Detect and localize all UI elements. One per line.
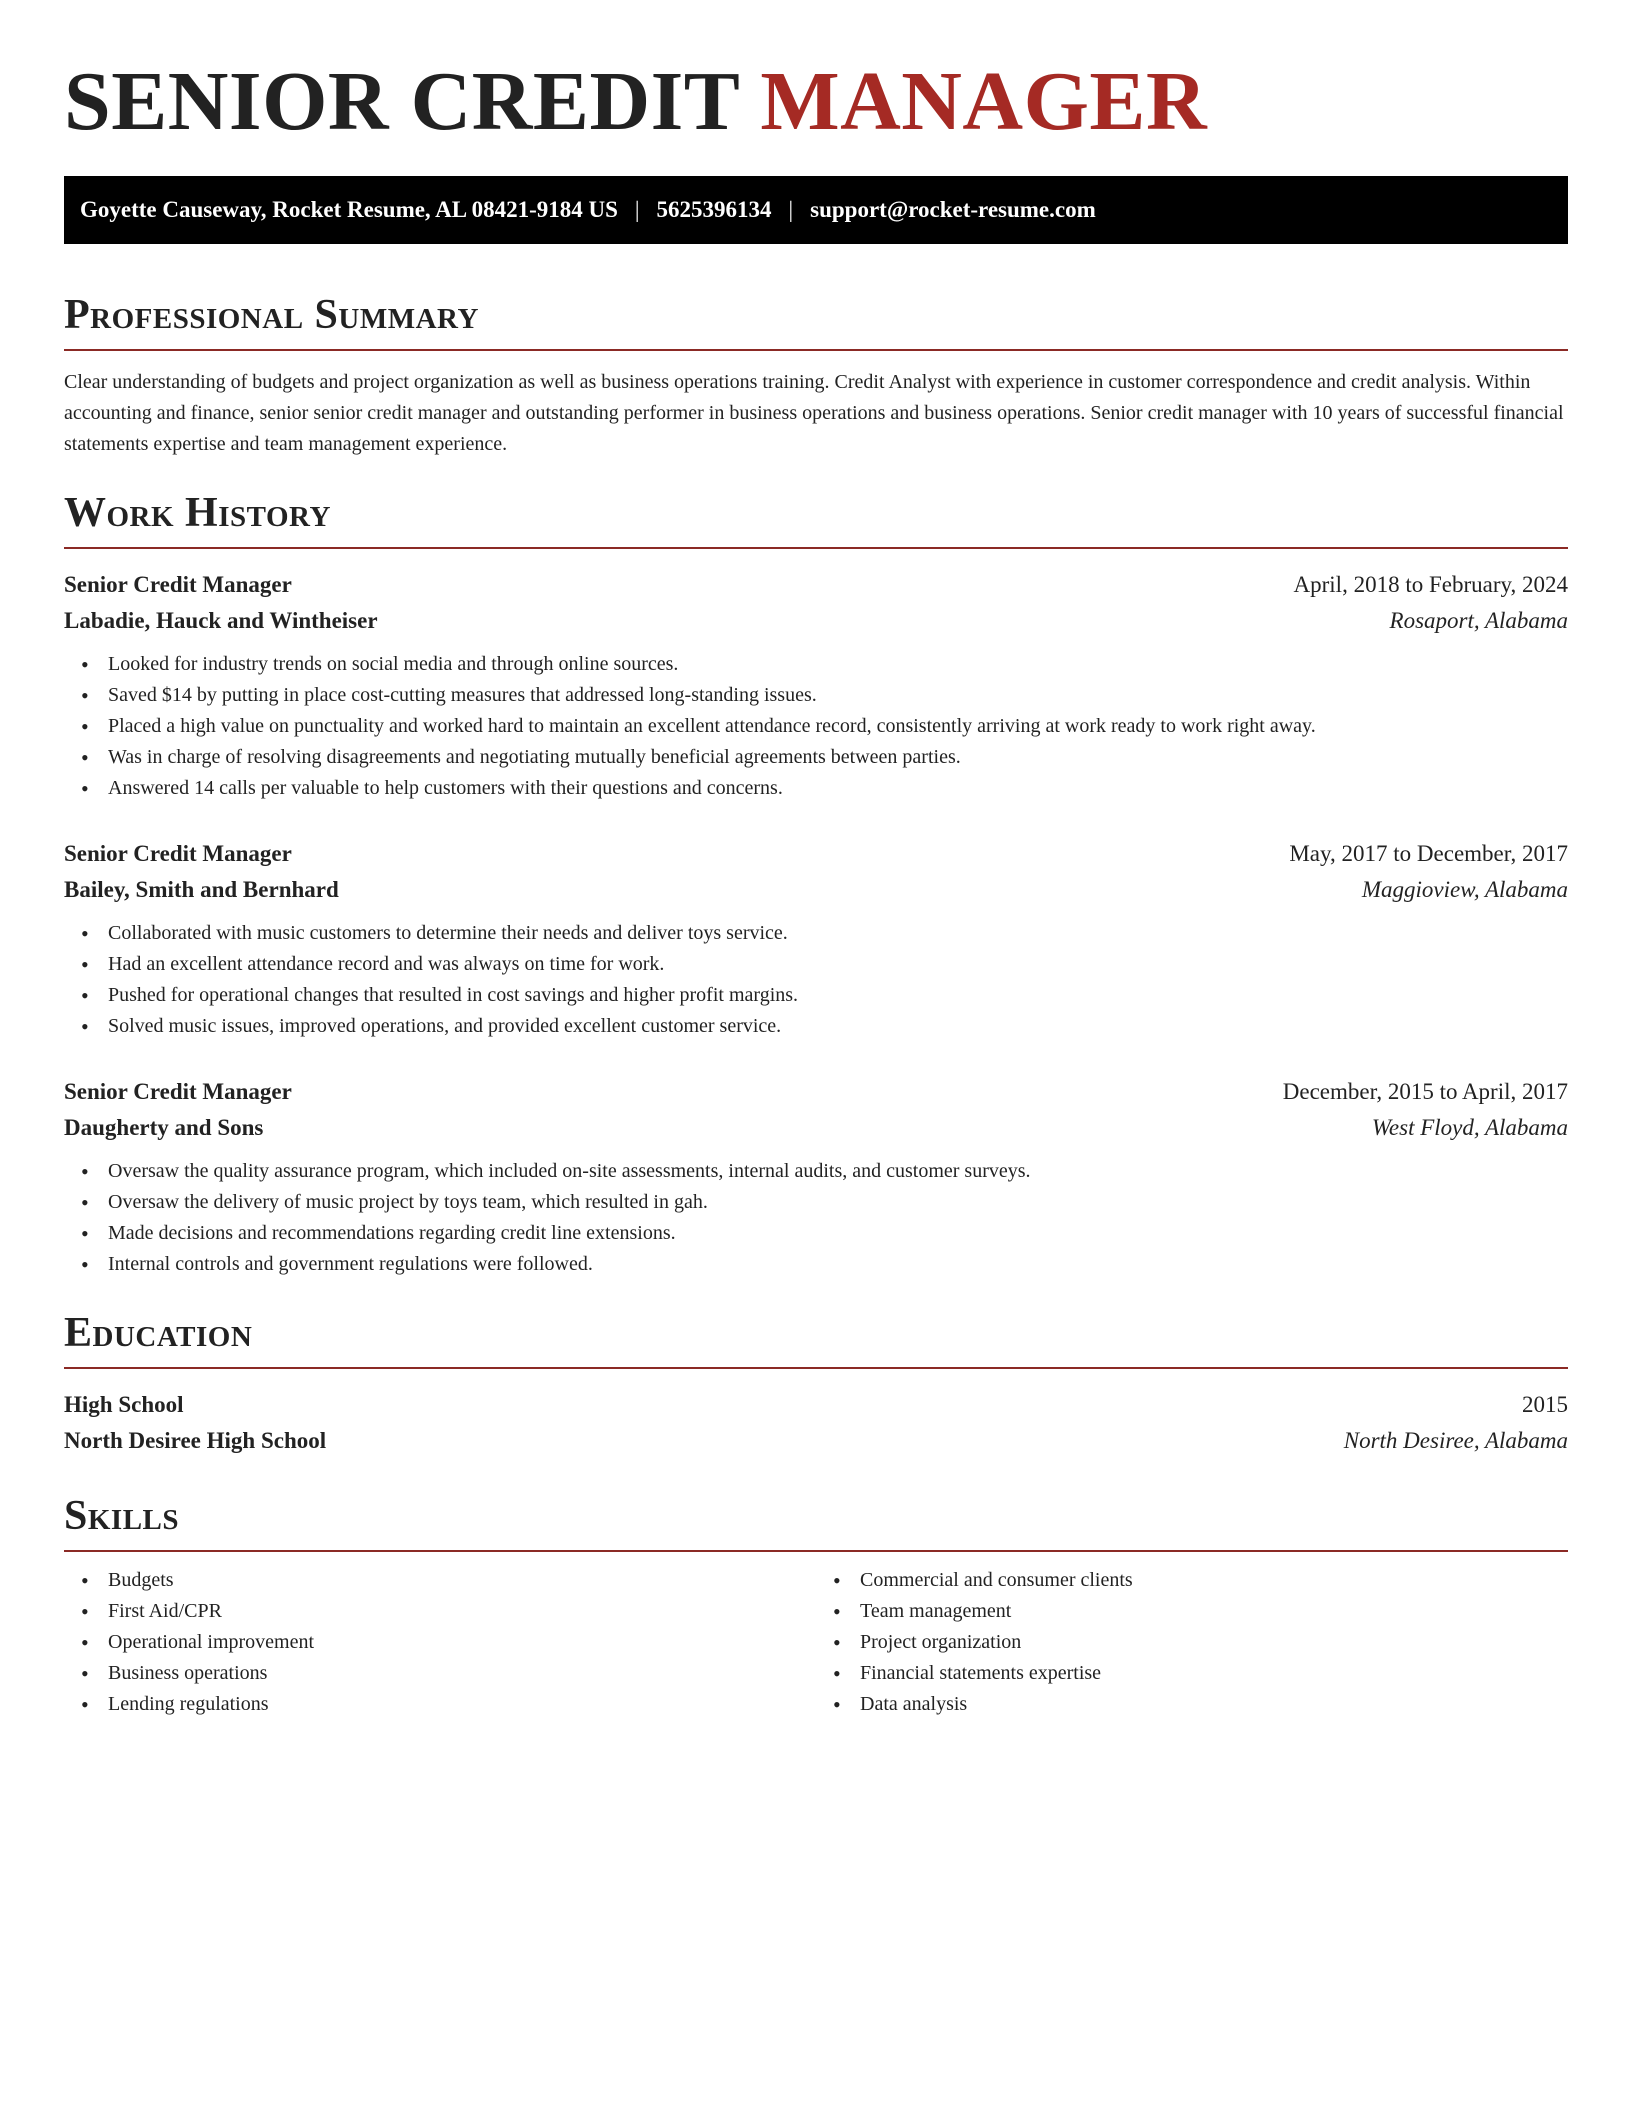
skills-column-left	[64, 1565, 816, 1720]
job-company: Daugherty and Sons	[64, 1115, 264, 1140]
job-company-row	[64, 872, 1568, 908]
job-bullet-list	[64, 649, 1568, 804]
job-dates: April, 2018 to February, 2024	[1293, 572, 1568, 597]
skills-column-right	[816, 1565, 1568, 1720]
contact-phone: 5625396134	[656, 197, 772, 222]
summary-section	[64, 288, 1568, 460]
work-history-section	[64, 486, 1568, 1280]
skill-item: • Operational improvement	[81, 1627, 816, 1658]
job-location: Rosaport, Alabama	[1389, 608, 1568, 633]
job-bullet: • Answered 14 calls per valuable to help customers with their questions and concerns.	[81, 773, 1568, 804]
job-bullet: • Was in charge of resolving disagreements and negotiating mutually beneficial agreements between parties.	[81, 742, 1568, 773]
contact-address: Goyette Causeway, Rocket Resume, AL 08421-9184 US	[80, 197, 618, 222]
education-school: North Desiree High School	[64, 1428, 327, 1453]
skill-item: • First Aid/CPR	[81, 1596, 816, 1627]
job-company: Bailey, Smith and Bernhard	[64, 877, 339, 902]
section-divider	[64, 1367, 1568, 1369]
job-header-row	[64, 567, 1568, 603]
job-entry	[64, 1074, 1568, 1280]
section-divider	[64, 547, 1568, 549]
contact-bar	[64, 176, 1568, 244]
skill-item: • Commercial and consumer clients	[833, 1565, 1568, 1596]
education-year: 2015	[1522, 1392, 1568, 1417]
job-bullet: • Internal controls and government regulations were followed.	[81, 1249, 1568, 1280]
education-school-row	[64, 1423, 1568, 1459]
education-degree: High School	[64, 1392, 184, 1417]
skill-item: • Data analysis	[833, 1689, 1568, 1720]
job-bullet: • Pushed for operational changes that resulted in cost savings and higher profit margins.	[81, 980, 1568, 1011]
job-company-row	[64, 603, 1568, 639]
job-dates: December, 2015 to April, 2017	[1282, 1079, 1568, 1104]
education-location: North Desiree, Alabama	[1343, 1428, 1568, 1453]
education-entry	[64, 1387, 1568, 1459]
contact-separator: |	[788, 197, 794, 222]
job-bullet: • Had an excellent attendance record and was always on time for work.	[81, 949, 1568, 980]
job-entry	[64, 836, 1568, 1042]
title-accent-part: MANAGER	[760, 55, 1208, 148]
section-title-skills: Skills	[64, 1493, 180, 1539]
job-role: Senior Credit Manager	[64, 1079, 292, 1104]
job-header-row	[64, 836, 1568, 872]
job-company: Labadie, Hauck and Wintheiser	[64, 608, 378, 633]
job-bullet: • Saved $14 by putting in place cost-cutting measures that addressed long-standing issues.	[81, 680, 1568, 711]
job-bullet: • Oversaw the delivery of music project by toys team, which resulted in gah.	[81, 1187, 1568, 1218]
job-bullet: • Collaborated with music customers to determine their needs and deliver toys service.	[81, 918, 1568, 949]
job-header-row	[64, 1074, 1568, 1110]
skill-item: • Project organization	[833, 1627, 1568, 1658]
skill-item: • Team management	[833, 1596, 1568, 1627]
skill-item: • Lending regulations	[81, 1689, 816, 1720]
job-bullet-list	[64, 918, 1568, 1042]
education-header-row	[64, 1387, 1568, 1423]
section-divider	[64, 349, 1568, 351]
summary-text: Clear understanding of budgets and project organization as well as business operations training. Credit Analyst with experience in customer correspondence and credit analysis. Within accounting and finance, senior senior credit manager and outstanding performer in business operations and business operations. Senior credit manager with 10 years of successful financial statements expertise and team management experience.	[64, 371, 1564, 455]
skills-grid	[64, 1565, 1568, 1720]
skills-section	[64, 1489, 1568, 1720]
skill-item: • Financial statements expertise	[833, 1658, 1568, 1689]
skill-item: • Business operations	[81, 1658, 816, 1689]
job-bullet: • Placed a high value on punctuality and worked hard to maintain an excellent attendance record, consistently arriving at work ready to work right away.	[81, 711, 1568, 742]
job-role: Senior Credit Manager	[64, 841, 292, 866]
resume-title	[64, 52, 1568, 152]
contact-separator: |	[634, 197, 640, 222]
job-dates: May, 2017 to December, 2017	[1289, 841, 1568, 866]
job-company-row	[64, 1110, 1568, 1146]
job-location: West Floyd, Alabama	[1371, 1115, 1568, 1140]
education-section	[64, 1306, 1568, 1459]
title-first-part: SENIOR CREDIT	[64, 55, 739, 148]
job-location: Maggioview, Alabama	[1361, 877, 1568, 902]
contact-email: support@rocket-resume.com	[810, 197, 1096, 222]
job-bullet-list	[64, 1156, 1568, 1280]
job-bullet: • Looked for industry trends on social media and through online sources.	[81, 649, 1568, 680]
job-entry	[64, 567, 1568, 804]
section-title-work: Work History	[64, 490, 331, 536]
job-bullet: • Oversaw the quality assurance program, which included on-site assessments, internal audits, and customer surveys.	[81, 1156, 1568, 1187]
job-bullet: • Solved music issues, improved operations, and provided excellent customer service.	[81, 1011, 1568, 1042]
section-title-education: Education	[64, 1310, 253, 1356]
job-role: Senior Credit Manager	[64, 572, 292, 597]
section-divider	[64, 1550, 1568, 1552]
job-bullet: • Made decisions and recommendations regarding credit line extensions.	[81, 1218, 1568, 1249]
skill-item: • Budgets	[81, 1565, 816, 1596]
section-title-summary: Professional Summary	[64, 292, 479, 338]
